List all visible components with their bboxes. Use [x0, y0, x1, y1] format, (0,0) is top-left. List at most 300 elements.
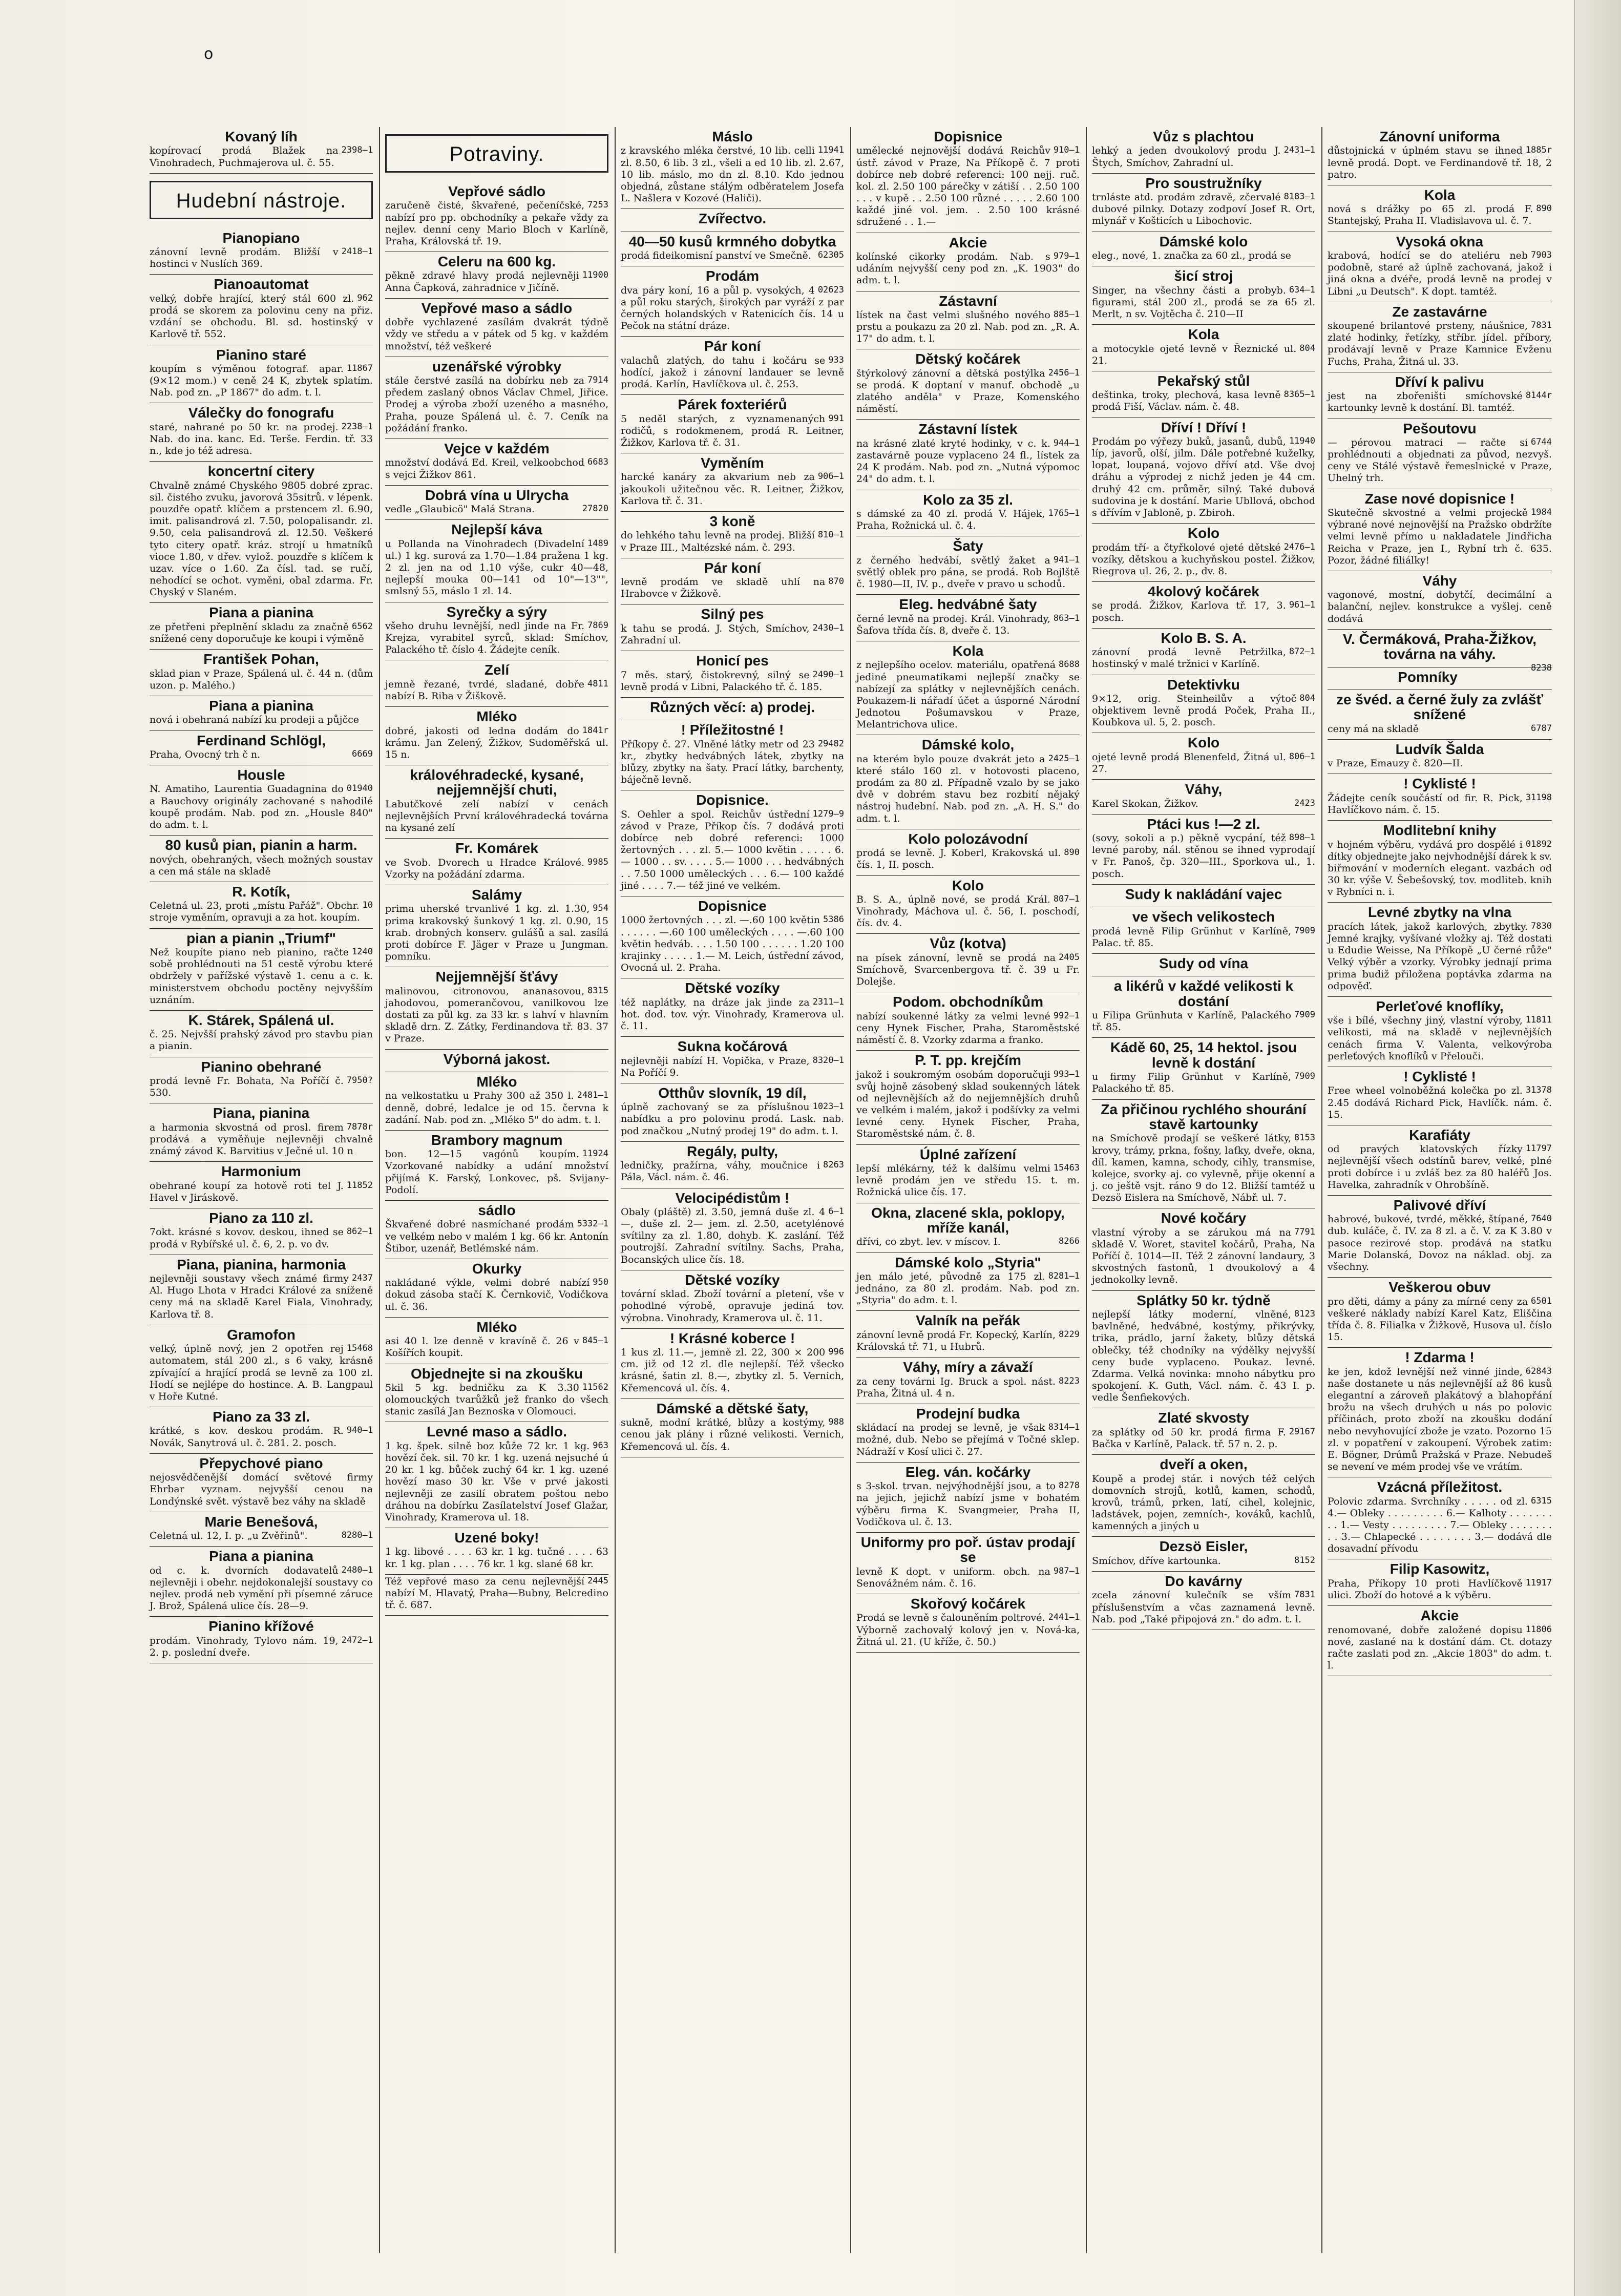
ad-number: 1885r: [1525, 145, 1552, 156]
classified-ad: [150, 1255, 373, 1325]
ad-body: [621, 739, 844, 786]
ad-body: [1092, 1071, 1315, 1095]
ad-number: 11900: [582, 270, 608, 281]
ad-title: Ludvík Šalda: [1395, 741, 1484, 757]
ad-title: Pianopiano: [222, 229, 300, 246]
ad-number: 2476—1: [1283, 541, 1315, 552]
ad-title: Piana a pianina: [209, 1548, 313, 1564]
ad-body: [1328, 437, 1552, 485]
ad-text: 7okt. krásné s kovov. deskou, ihned se prodá v Rybířské ul. č. 6, 2. p. vo dv.: [150, 1226, 344, 1250]
classified-ad: [621, 232, 844, 267]
ad-title: Kola: [1424, 186, 1456, 203]
classified-ad: [856, 876, 1080, 934]
classified-ad: [1328, 232, 1552, 302]
ad-number: 8281—1: [1048, 1270, 1080, 1281]
ad-text: od c. k. dvorních dodavatelů nejlevněji i obehr. nejdokonalejší soustavy co nejlev. prodá neb vymění při písemné záruce J. Brož, Spálená ulice čís. 28—9.: [150, 1564, 373, 1612]
ad-text: prodá se levně. J. Koberl, Krakovská ul. čís. 1, II. posch.: [856, 847, 1061, 871]
ad-body: [621, 530, 844, 553]
ad-body: [1092, 752, 1315, 775]
ad-text: ke jen, kdož levnější než vinné jinde, naše dostanete u nás nejlevnější až 86 kusů elegantní a zároveň plakátový a blahopřání brožu na všech druhých u nás po polovic příčinách, proto zboží na zkoušku dodání nebo nevyhovující zbože je vzato. Pozorno 15 zl. v popatření v zakoupení. Výrobek zatim: E. Bögner, Drúmů Pražská v Praze. Nebudeš se nevení ve mém prodej vše ve vrátím.: [1328, 1366, 1552, 1473]
classified-ad: [1092, 675, 1315, 734]
ad-number: 8315: [587, 985, 608, 996]
ad-text: B. S. A., úplně nové, se prodá Král. Vinohrady, Máchova ul. č. 56, I. poschodí, čís. dv. 4.: [856, 893, 1080, 929]
ad-text: 5 neděl starých, z vyznamenaných rodičů, s rodokmenem, prodá R. Leitner, Žižkov, Karlova tř. č. 31.: [621, 413, 844, 448]
ad-title: Přepychové piano: [199, 1455, 323, 1471]
ad-title: Okurky: [472, 1260, 522, 1277]
ad-body: [150, 1075, 373, 1099]
ad-number: 7831: [1294, 1590, 1315, 1600]
page-mark: o: [204, 45, 214, 63]
ad-title: Objednejte si na zkoušku: [410, 1365, 583, 1382]
ad-title: Palivové dříví: [1393, 1197, 1486, 1213]
classified-ad: [150, 228, 373, 275]
classified-ad: [856, 641, 1080, 735]
ad-body: [621, 250, 844, 262]
ad-text: do lehkého tahu levně na prodej. Bližší v Praze III., Maltézské nám. č. 293.: [621, 530, 815, 553]
ad-text: Obaly (pláště) zl. 3.50, jemná duše zl. 4—, duše zl. 2— jem. zl. 2.50, acetylénové svítilny za zl. 1.80, dohyb. K. zaslání. Též poutrojší. Zahradní svítilny. Sachs, Praha, Bocanských ulice čís. 18.: [621, 1206, 844, 1265]
classified-ad: [1092, 232, 1315, 267]
ad-body: [856, 1069, 1080, 1140]
classified-ad: [385, 1259, 608, 1318]
ad-text: u Filipa Grünhuta v Karlíně, Palackého tř. 85.: [1092, 1010, 1292, 1033]
ad-number: 8123: [1294, 1309, 1315, 1320]
ad-title: Zase nové dopisnice !: [1364, 490, 1515, 507]
ad-text: stále čerstvé zasílá na dobírku neb za předem zaslaný obnos Václav Chmel, Jiřice. Prodej a výroba zboží uzeného a masného, Praha, pouze Spálená ul. č. 7. Ceník na požádání franko.: [385, 375, 608, 434]
ad-title: Silný pes: [701, 606, 764, 622]
ad-number: 7253: [587, 200, 608, 211]
ad-number: 5386: [823, 914, 844, 925]
ad-body: [385, 986, 608, 1045]
ad-number: 6787: [1531, 723, 1552, 734]
classified-ad: [856, 349, 1080, 420]
classified-ad: [385, 1364, 608, 1423]
ad-body: [1328, 1578, 1552, 1601]
classified-ad: [1092, 1572, 1315, 1630]
ad-number: 2472—1: [341, 1635, 373, 1645]
ad-title: Pár koní: [704, 559, 761, 576]
classified-ad: [1328, 821, 1552, 903]
ad-number: 8263: [823, 1160, 844, 1171]
classified-ad: [150, 1454, 373, 1512]
ad-number: 987—1: [1053, 1566, 1080, 1576]
ad-number: 962: [357, 293, 373, 303]
ad-text: množství dodává Ed. Kreil, velkoobchod s vejci Žižkov 861.: [385, 457, 585, 481]
ad-body: [1328, 250, 1552, 298]
ad-text: též naplátky, na dráze jak jinde za hot. dod. tov. výr. Vinohrady, Kramerova ul. č. 11.: [621, 996, 844, 1032]
classified-ad: [856, 291, 1080, 350]
ad-text: 1 kus zl. 11.—, jemně zl. 22, 300 × 200 cm. již od 12 zl. dle nejlepší. Též všecko krásné, šatin zl. 8.—, zbytky zl. 5. Vernich, Křemencová ul. čís. 4.: [621, 1347, 844, 1394]
classified-ad: [1328, 1606, 1552, 1676]
ad-number: 2418—1: [341, 246, 373, 257]
ad-body: [856, 1566, 1080, 1590]
ad-body: [856, 952, 1080, 988]
ad-body: [856, 1480, 1080, 1528]
classified-ad: [150, 1103, 373, 1162]
ad-title: Šaty: [953, 538, 983, 554]
ad-title: Perleťové knoflíky,: [1376, 998, 1504, 1014]
ad-body: [621, 997, 844, 1033]
ad-text: S. Oehler a spol. Reichův ústřední závod v Praze, Příkop čís. 7 dodává proti dobírce neb dobré referenci: 1000 žertovných . . . zl. 5.— 1000 květin . . . . . 6.— 1000 . . sv. . . . . 5.— 1000 . . . hedvábných . . 7.50 1000 uměleckých . . . 6.— 100 každé jiné . . . . 7.— též jiné ve velkém.: [621, 808, 844, 891]
ad-text: pro děti, dámy a pány za mírné ceny za veškeré náklady nabízí Karel Katz, Eliščina třída č. 8. Filialka v Žižkově, Husova ul. číslo 15.: [1328, 1296, 1552, 1343]
ad-title: dveří a oken,: [1160, 1456, 1248, 1473]
classified-ad: [150, 1057, 373, 1104]
classified-ad: [856, 829, 1080, 876]
ad-title: Nejjemnější šťávy: [435, 969, 558, 985]
ad-text: prodá levně Filip Grünhut v Karlíně, Palac. tř. 85.: [1092, 925, 1292, 949]
ad-text: harcké kanáry za akvarium neb za jakoukoli užitečnou věc. R. Leitner, Žižkov, Karlova tř. č. 31.: [621, 471, 844, 507]
classified-ad: [385, 660, 608, 707]
ad-text: Též vepřové maso za cenu nejlevnější nabízí M. Hlavatý, Praha—Bubny, Belcredino tř. č. 687.: [385, 1575, 608, 1611]
ad-text: vedle „Glaubicö" Malá Strana.: [385, 504, 535, 515]
ad-number: 4811: [587, 678, 608, 689]
ad-text: asi 40 l. lze denně v kravíně č. 26 v Košířích koupit.: [385, 1335, 579, 1359]
ad-number: 2441—1: [1048, 1612, 1080, 1623]
section-heading: Hudební nástroje.: [150, 181, 373, 219]
classified-ad: [1328, 630, 1552, 673]
ad-body: [856, 1376, 1080, 1400]
ad-number: 993—1: [1053, 1069, 1080, 1079]
ad-number: 8223: [1059, 1375, 1080, 1386]
ad-number: 979—1: [1053, 251, 1080, 261]
ad-number: 634—1: [1289, 284, 1315, 295]
ad-text: nakládané výkle, velmi dobré nabízí dokud zásoba stačí K. Černkovič, Vodičkova ul. č. 36.: [385, 1277, 608, 1312]
ad-number: 7878r: [346, 1121, 373, 1132]
ad-text: za ceny továrni Ig. Bruck a spol. nást. Praha, Žitná ul. 4 n.: [856, 1375, 1056, 1399]
ad-number: 2490—1: [812, 669, 844, 680]
classified-ad: [621, 266, 844, 337]
ad-number: 1984: [1531, 507, 1552, 517]
ad-title: Vyměním: [701, 455, 764, 471]
classified-ad: [1328, 690, 1552, 740]
ad-body: [385, 1382, 608, 1418]
classified-ad: [385, 1131, 608, 1201]
classified-ad: [385, 486, 608, 520]
ad-text: Celetná ul. 23, proti „místu Pařáž". Obchr. stroje vyměním, opravuji a za hot. koupím.: [150, 900, 360, 924]
ad-body: [1092, 285, 1315, 321]
ad-body: [856, 555, 1080, 591]
ad-number: 2481—1: [577, 1090, 608, 1101]
ad-title: Kolo polozávodní: [908, 830, 1028, 847]
ad-text: ve Svob. Dvorech u Hradce Králové. Vzorky na požádání zdarma.: [385, 857, 585, 880]
classified-ad: [856, 127, 1080, 233]
classified-ad: [1092, 885, 1315, 907]
ad-text: u firmy Filip Grünhut v Karlíně, Palackého tř. 85.: [1092, 1071, 1292, 1095]
classified-ad: [856, 233, 1080, 291]
classified-ad: [856, 1145, 1080, 1203]
ad-body: [1092, 1010, 1315, 1033]
ad-title: Podom. obchodníkům: [893, 994, 1043, 1010]
ad-body: [1328, 390, 1552, 414]
ad-body: [621, 285, 844, 332]
ad-text: vše i bílé, všechny jiný, vlastní výroby, velikosti, má na skladě v nejlevnějších cenách firma V. Valenta, velkovýroba perleťových knoflíků v Přelouči.: [1328, 1015, 1552, 1062]
ad-title: Piano za 33 zl.: [213, 1409, 310, 1425]
ad-number: 2430—1: [812, 622, 844, 633]
ad-number: 7791: [1294, 1226, 1315, 1237]
ad-title: 80 kusů pian, pianin a harm.: [165, 837, 357, 853]
ad-title: Zelí: [484, 662, 510, 678]
ad-text: obehrané koupí za hotově roti tel J. Havel v Jiráskově.: [150, 1180, 344, 1203]
ad-body: [1328, 1015, 1552, 1062]
ad-title: Otthův slovník, 19 díl,: [658, 1084, 807, 1101]
ad-number: 2437: [352, 1273, 373, 1284]
ad-title: Uzené boky!: [454, 1530, 539, 1546]
ad-body: [150, 1180, 373, 1204]
classified-ad: [150, 1162, 373, 1208]
classified-ad: [150, 1512, 373, 1547]
ad-number: 15463: [1053, 1163, 1080, 1174]
ad-body: [856, 1612, 1080, 1648]
ad-title: Dopisnice: [934, 129, 1002, 144]
ad-title: Máslo: [712, 129, 753, 144]
ad-body: [1328, 1366, 1552, 1473]
ad-body: [1328, 792, 1552, 816]
ad-title: Vepřové maso a sádlo: [421, 300, 573, 316]
ad-text: nabízí soukenné látky za velmi levné ceny Hynek Fischer, Praha, Staroměstské náměstí č. 8. Vzorky zdarma a franko.: [856, 1010, 1080, 1046]
ad-body: [1328, 507, 1552, 567]
ad-body: [1092, 1590, 1315, 1625]
ad-body: [621, 576, 844, 600]
classified-ad: [1328, 1278, 1552, 1348]
classified-ad: [621, 720, 844, 790]
ad-title: Dříví k palivu: [1395, 373, 1485, 390]
ad-body: [385, 1335, 608, 1359]
ad-title: Do kavárny: [1165, 1573, 1243, 1589]
classified-ad: [856, 1051, 1080, 1144]
ad-title: ! Krásné koberce !: [669, 1330, 795, 1346]
ad-body: [1092, 798, 1315, 810]
ad-title: Uniformy pro poř. ústav prodají se: [860, 1534, 1076, 1566]
classified-ad: [1328, 774, 1552, 821]
ad-text: jakož i soukromým osobám doporučuji svůj hojně zásobený sklad soukenných látek od nejlevnějších až do nejjemnějších druhů ve velkém i malém, jakož i podšívky za velmi levné ceny. Hynek Fischer, Praha, Staroměstské nám. č. 8.: [856, 1069, 1080, 1140]
ad-title: uzenářské výrobky: [432, 358, 562, 374]
classified-ad: [385, 1422, 608, 1528]
column-6: [1322, 127, 1558, 2253]
classified-ad: [621, 337, 844, 395]
ad-body: [621, 413, 844, 449]
ad-text: zánovní levně prodám. Bližší v hostinci v Nuslích 369.: [150, 246, 339, 270]
ad-number: 11941: [817, 145, 844, 156]
ad-text: sklad pian v Praze, Spálená ul. č. 44 n. (dům uzon. p. Malého.): [150, 667, 373, 691]
ad-body: [385, 1546, 608, 1570]
ad-title: Sudy k nakládání vajec: [1125, 886, 1282, 902]
ad-number: 8153: [1294, 1133, 1315, 1143]
classified-ad: [856, 1533, 1080, 1594]
ad-text: deštinka, troky, plechová, kasa levně prodá Fiší, Václav. nám. č. 48.: [1092, 389, 1281, 413]
ad-title: a likérů v každé velikosti k dostání: [1113, 978, 1294, 1009]
ad-number: 810—1: [817, 530, 844, 540]
ad-text: (sovy, sokoli a p.) pěkně vycpání, též levné paroby, nál. stěnou se ihned vyprodají v Fr. Panoš, čp. 320—III., Sporkova ul., 1. posch.: [1092, 832, 1315, 880]
ad-text: lepší mlékárny, též k dalšímu velmi levně prodám jen ve středu 15. t. m. Rožnická ulice čís. 17.: [856, 1163, 1080, 1198]
ad-title: Dětské vozíky: [685, 980, 780, 996]
ad-body: [385, 538, 608, 598]
ad-number: 01892: [1525, 839, 1552, 849]
classified-ad: [1328, 1348, 1552, 1477]
ad-text: ze přetřeni přeplnění skladu za značně snížené ceny doporučuje ke koupi i výměně: [150, 621, 364, 645]
ad-body: [856, 659, 1080, 730]
ad-text: za splátky od 50 kr. prodá firma F. Bačka v Karlíně, Palack. tř. 57 n. 2. p.: [1092, 1426, 1286, 1450]
ad-text: ledničky, pražírna, váhy, moučnice i Pála, Václ. nám. č. 46.: [621, 1160, 820, 1183]
ad-number: 2311—1: [812, 996, 844, 1007]
ad-body: [621, 1347, 844, 1394]
ad-title: Úplné zařízení: [919, 1146, 1017, 1162]
ad-body: [856, 309, 1080, 345]
ad-number: 6562: [352, 621, 373, 632]
ad-number: 963: [593, 1440, 608, 1451]
ad-text: nejlevněji soustavy všech známé firmy Al. Hugo Lhota v Hradci Králové za sníženě ceny má na skladě Karel Fiala, Vinohrady, Karlova tř. 8.: [150, 1273, 373, 1320]
ad-title: Regály, pulty,: [687, 1143, 778, 1159]
ad-text: na velkostatku u Prahy 300 až 350 l. denně, dobré, ledalce je od 15. června k zadání. Nab. pod zn. „Mléko 5" do adm. t. l.: [385, 1090, 608, 1125]
ad-body: [150, 1635, 373, 1659]
classified-ad: [150, 650, 373, 696]
classified-ad: [856, 992, 1080, 1051]
ad-text: renomované, dobře založené dopisu nové, zaslané na k dostání dám. Ct. dotazy račte zaslati pod zn. „Akcie 1803" do adm. t. l.: [1328, 1624, 1552, 1672]
ad-text: č. 25. Nejvšší prahský závod pro stavbu pian a pianin.: [150, 1029, 373, 1052]
ad-body: [621, 1206, 844, 1266]
ad-body: [1328, 839, 1552, 899]
ad-number: 2480—1: [341, 1564, 373, 1575]
ad-title: Dámské kolo: [1159, 233, 1248, 249]
column-5: [1087, 127, 1322, 2253]
ad-title: Ze zastavárne: [1392, 303, 1487, 320]
ad-title: Marie Benešová,: [204, 1513, 318, 1530]
ad-title: Váhy, míry a závaží: [903, 1359, 1033, 1375]
classified-ad: [621, 604, 844, 651]
ad-body: [1328, 758, 1552, 769]
ad-text: na krásné zlaté kryté hodinky, v c. k. zastavárně pouze vyplaceno 24 fl., lístek za 24 K prodám. Nab. pod zn. „Nutná výpomoc 24" do adm. t. l.: [856, 437, 1080, 485]
ad-body: [621, 914, 844, 974]
ad-text: od pravých klatovských řízky nejlevnější všech odstínů barev, velké, plné proti dobírce i u zvláš bez za 80 haléřů Jos. Havelka, zahradník v Ohrobšíně.: [1328, 1143, 1552, 1191]
ad-title: Sudy od vína: [1159, 955, 1249, 971]
ad-title: Veškerou obuv: [1388, 1279, 1491, 1296]
ad-number: 1279—9: [812, 808, 844, 819]
ad-text: Než koupíte piano neb pianino, račte sobě prohlédnouti na 51 cestě výrobu které obdržely v pařížské výstavě 1. cenu a c. k. ministerstvem obchodu poctěny nejvyšším uznáním.: [150, 947, 373, 1006]
ad-title: Eleg. hedvábné šaty: [899, 596, 1037, 613]
ad-text: staré, nahrané po 50 kr. na prodej. Nab. do ina. kanc. Ed. Terše. Ferdin. tř. 33 n., kde jo též adresa.: [150, 421, 373, 457]
ad-body: [1328, 1624, 1552, 1672]
classified-ad: [1092, 954, 1315, 976]
ad-text: jen málo jeté, původně za 175 zl. jednáno, za 80 zl. prodám. Nab. pod zn. „Styria" do adm. t. l.: [856, 1270, 1080, 1306]
ad-text: Labutčkové zelí nabízí v cenách nejlevnějších První královéhradecká továrna na kysané zelí: [385, 798, 608, 834]
ad-body: [150, 1029, 373, 1052]
ad-number: 988: [828, 1417, 844, 1428]
ad-body: [1092, 600, 1315, 623]
ad-title: Nejlepší káva: [451, 521, 542, 538]
ad-title: Pekařský stůl: [1157, 372, 1250, 389]
classified-ad: [856, 934, 1080, 992]
classified-ad: [1328, 1125, 1552, 1196]
ad-title: Vejce v každém: [444, 440, 550, 456]
ad-body: [385, 903, 608, 963]
classified-ad: [150, 765, 373, 836]
classified-ad: [1092, 780, 1315, 815]
classified-ad: [856, 735, 1080, 829]
ad-body: [1092, 926, 1315, 949]
ad-text: prodá levně Fr. Bohata, Na Poříčí č. 530.: [150, 1075, 344, 1099]
ad-body: [1328, 723, 1552, 735]
ad-text: Prodám po výřezy buků, jasanů, dubů, líp, javorů, olší, jilm. Dále potřebné kuželky, lopat, loupaná, vojovo dříví atd. Vše dvoj dráhu a výprodej z nichž jeden je 44 cm. druhý 42 cm. průměr, silný. Také dubová sudovina je k dostání. Marie Ubllová, obchod s dřívím v Jabloně, p. Zbiroh.: [1092, 435, 1315, 518]
ad-title: Salámy: [471, 887, 522, 903]
classified-ad: [385, 885, 608, 967]
classified-ad: [856, 1203, 1080, 1253]
ad-title: Kola: [1188, 326, 1219, 343]
ad-text: 7 měs. starý, čistokrevný, silný se levně prodá v Libni, Palackého tř. č. 185.: [621, 669, 823, 693]
ad-title: Piana, pianina: [213, 1105, 310, 1121]
ad-text: Free wheel volnoběžná kolečka po zl. 2.45 dodává Richard Pick, Havlíčk. nám. č. 15.: [1328, 1085, 1552, 1120]
classified-ad: [621, 698, 844, 720]
ad-number: 1240: [352, 947, 373, 957]
ad-body: [1092, 1473, 1315, 1533]
ad-body: [150, 1425, 373, 1449]
ad-body: [1092, 1427, 1315, 1450]
ad-number: 8144r: [1525, 390, 1552, 401]
ad-number: 6501: [1531, 1296, 1552, 1306]
ad-title: šicí stroj: [1174, 268, 1233, 284]
ad-body: [150, 293, 373, 341]
ad-text: Žádejte ceník součástí od fir. R. Pick, Havlíčkovo nám. č. 15.: [1328, 792, 1523, 816]
ad-title: Zlaté skvosty: [1158, 1410, 1249, 1426]
ad-number: 8238: [1531, 662, 1552, 673]
ad-text: nejosvědčenější domácí světové firmy Ehrbar vyznam. nejvyšší cenou na Londýnské svět. výstavě bez váhy na skladě: [150, 1472, 373, 1507]
ad-text: kopírovací prodá Blažek na Vinohradech, Puchmajerova ul. č. 55.: [150, 145, 339, 169]
classified-ad: [150, 127, 373, 174]
ad-title: Honicí pes: [696, 653, 769, 669]
ad-body: [385, 799, 608, 834]
ad-number: 9985: [587, 857, 608, 867]
ad-body: [150, 947, 373, 1006]
ad-title: Pár koní: [704, 338, 761, 354]
ad-title: Prodejní budka: [916, 1405, 1020, 1422]
ad-body: [856, 508, 1080, 532]
ad-body: [856, 894, 1080, 930]
ad-text: úplně zachovaný se za příslušnou nabídku a pro polovinu prodá. Lask. nab. pod značkou „Nutný prodej 19" do adm. t. l.: [621, 1101, 844, 1137]
ad-body: [150, 1565, 373, 1613]
classified-ad: [150, 882, 373, 929]
ad-title: Valník na peřák: [916, 1312, 1020, 1329]
ad-body: [621, 623, 844, 646]
ad-number: 7909: [1294, 925, 1315, 936]
ad-text: prodá fideikomisní panství ve Smečně.: [621, 250, 811, 262]
ad-text: eleg., nové, 1. značka za 60 zl., prodá se: [1092, 250, 1291, 262]
ad-text: pracích látek, jakož karlových, zbytky. Jemné krajky, vyšívané vložky aj. Též dostati u Edudie Weisse, Na Příkopě „U černé růže" Velký výběr a vzorky. Výrobky jednají prima prima budiž přiložena poptávka zdarma na odpověď.: [1328, 921, 1552, 992]
ad-text: nejlepší látky moderní, vlněné, bavlněné, hedvábné, kostýmy, přikrývky, trika, prádlo, jarní žakety, blůzy dětská oblečky, též chodníky na výdělky nejvyšší ceny bude vyplaceno. Poukaz. levné. Zdarma. Velká novinka: mnoho nábytku pro spokojení. K. Guth, Václ. nám. č. 43 I. p. vedle Šenfiekových.: [1092, 1309, 1315, 1404]
ad-body: [1328, 921, 1552, 992]
classified-ad: [385, 182, 608, 252]
ad-body: [150, 668, 373, 692]
ad-number: 8266: [1059, 1236, 1080, 1247]
classified-ad: [1092, 418, 1315, 524]
ad-body: [1092, 343, 1315, 367]
classified-ad: [1092, 907, 1315, 954]
classified-ad: [1328, 127, 1552, 185]
classified-ad: [1092, 127, 1315, 174]
ad-text: Chvalně známé Chyského 9805 dobré zprac. sil. čistého zvuku, javorová 35sitrů. v lépenk. pouzdře opatř. klíčem a prstencem zl. 6.90, imit. palisandrová zl. 7.50, polopalisandr. zl. 9.50, cela palisandrová zl. 12.50. Veškeré tyto citery opatř. kráz. strojí u hmatníků vioce 1.80, v dřev. vylož. pouzdře s klíčem k uzav. více o 1.60. Za čísl. tad. se ručí, nehodící se ochot. vyměni, obal zdarma. Fr. Chyský v Slaném.: [150, 479, 373, 598]
ad-title: Okna, zlacené skla, poklopy, mříže kanál,: [871, 1204, 1065, 1236]
ad-body: [856, 613, 1080, 637]
ad-title: Vůz (kotva): [930, 935, 1006, 952]
ad-number: 7909: [1294, 1010, 1315, 1020]
ad-number: 62843: [1525, 1366, 1552, 1376]
ad-number: 7831: [1531, 320, 1552, 331]
ad-title: Gramofon: [227, 1326, 296, 1343]
ad-title: Zástavní lístek: [918, 421, 1018, 437]
ad-title: Dobrá vína u Ulrycha: [425, 487, 569, 503]
ad-title: Výborná jakost.: [443, 1051, 551, 1067]
ad-title: Brambory magnum: [431, 1132, 563, 1148]
ad-number: 01940: [346, 783, 373, 794]
classified-ad: [856, 1404, 1080, 1463]
ad-number: 11940: [1289, 435, 1315, 446]
classified-ad: [150, 1325, 373, 1407]
